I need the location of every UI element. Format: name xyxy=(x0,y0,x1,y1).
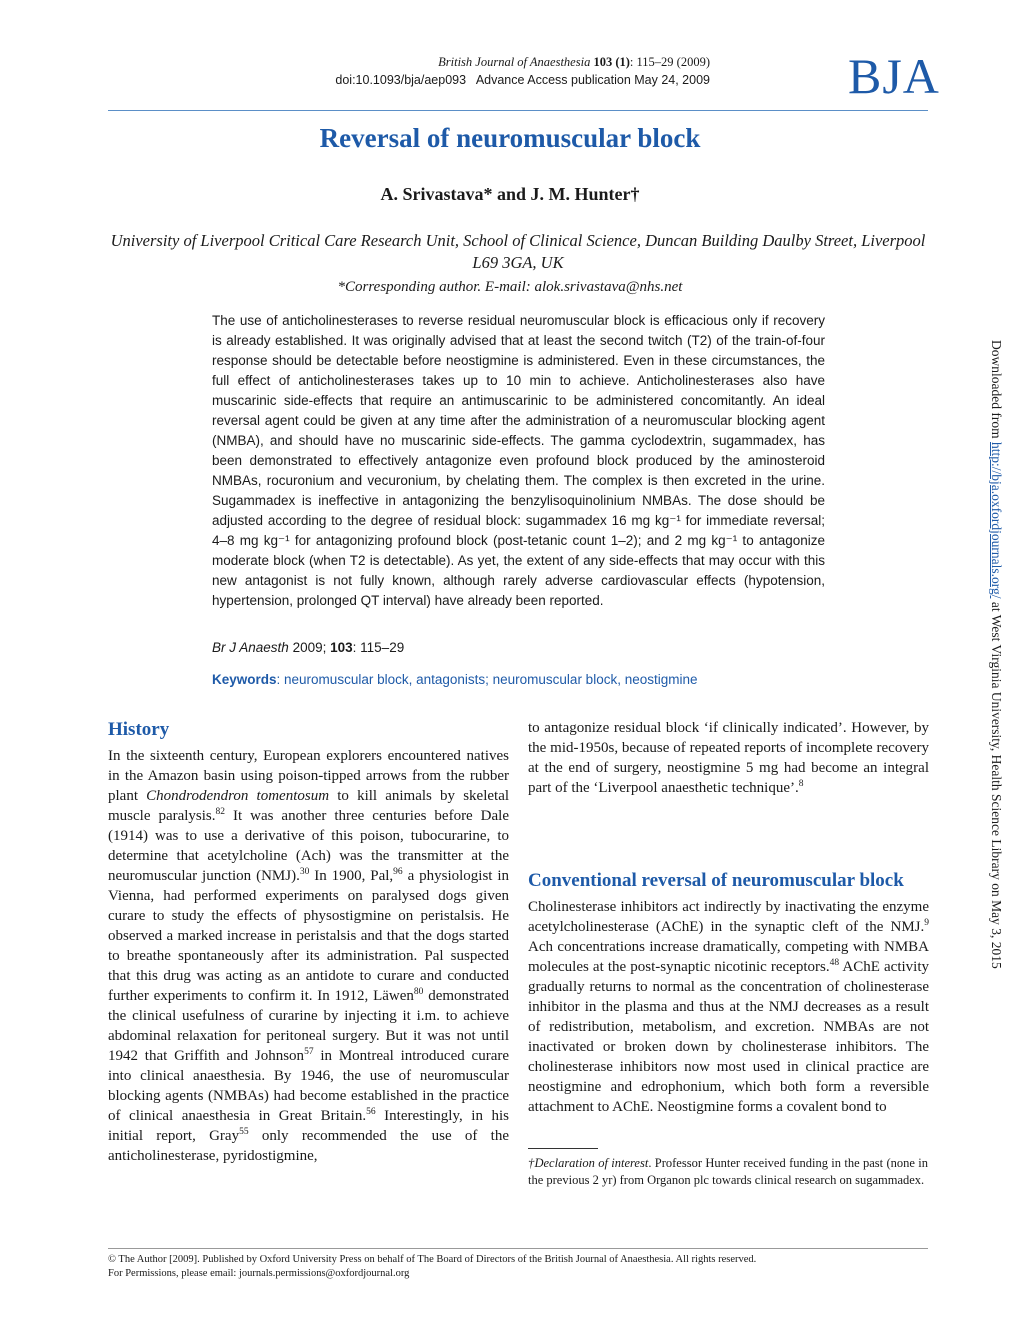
ref-9[interactable]: 9 xyxy=(924,918,929,928)
footnote-label: †Declaration of interest xyxy=(528,1156,649,1170)
doi[interactable]: doi:10.1093/bja/aep093 xyxy=(335,73,467,87)
advance-access: Advance Access publication May 24, 2009 xyxy=(475,73,710,87)
ref-8[interactable]: 8 xyxy=(798,779,804,789)
citation-volume: 103 xyxy=(330,640,353,655)
declaration-footnote: †Declaration of interest. Professor Hunter received funding in the past (none in the previous 2 yr) from Organon plc towards clinical research on sugammadex. xyxy=(528,1156,928,1187)
article-citation xyxy=(212,640,404,655)
ref-57[interactable]: 57 xyxy=(304,1047,314,1057)
ref-55[interactable]: 55 xyxy=(239,1127,249,1137)
conventional-paragraph: Cholinesterase inhibitors act indirectly by inactivating the enzyme acetylcholinesterase (AChE) in the synaptic cleft of the NMJ.$^9$ Ach concentrations increase dramatically, competing with NMBA molecules at the post-synaptic nicotinic receptors.$^{48}$ AChE activity gradually returns to normal as the concentration of cholinesterase inhibitor in the plasma and thus at the NMJ decreases as a result of redistribution, metabolism, and excretion. NMBAs are not inactivated or broken down by cholinesterase inhibitors. The cholinesterase inhibitors now most used in clinical practice are neostigmine and edrophonium, which both form a reversible attachment to AChE. Neostigmine forms a covalent bond to xyxy=(528,899,929,1115)
copyright xyxy=(108,1253,756,1281)
citation-year: 2009; xyxy=(292,640,327,655)
footer-rule xyxy=(108,1248,928,1249)
ref-80[interactable]: 80 xyxy=(413,987,424,997)
download-watermark: Downloaded from http://bja.oxfordjournals.org/ at West Virginia University, Health Science Library on May 3, 2015 xyxy=(989,340,1004,969)
ref-82[interactable]: 82 xyxy=(215,807,226,817)
history-continuation: to antagonize residual block ‘if clinically indicated’. However, by the mid-1950s, because of repeated reports of incomplete recovery at the end of surgery, neostigmine 5 mg had become an integral part of the ‘Liverpool anaesthetic technique’.$^8$ xyxy=(528,720,929,796)
ref-56[interactable]: 56 xyxy=(366,1107,376,1117)
keywords xyxy=(212,672,698,687)
article-title: Reversal of neuromuscular block xyxy=(319,123,701,153)
section-heading-conventional: Conventional reversal of neuromuscular block xyxy=(528,870,904,891)
citation-journal: Br J Anaesth xyxy=(212,640,289,655)
copyright-line: © The Author [2009]. Published by Oxford University Press on behalf of The Board of Directors of the British Journal of Anaesthesia. All rights reserved. xyxy=(108,1254,757,1265)
permissions-line: For Permissions, please email: journals.permissions@oxfordjournal.org xyxy=(108,1268,410,1279)
abstract: The use of anticholinesterases to reverse residual neuromuscular block is efficacious only if recovery is already established. It was originally advised that at least the second twitch (T2) of the train-of-four response should be detectable before neostigmine is administered. Even in these circumstances, the full effect of anticholinesterases takes up to 10 min to achieve. Anticholinesterases also have muscarinic side-effects that require an antimuscarinic to be administered concomitantly. An ideal reversal agent could be given at any time after the administration of a neuromuscular blocking agent (NMBA), and should have no muscarinic side-effects. The gamma cyclodextrin, sugammadex, has been demonstrated to effectively antagonize even profound block produced by the aminosteroid NMBAs, rocuronium and vecuronium, by chelating them. The complex is then excreted in the urine. Sugammadex is ineffective in antagonizing the benzylisoquinolinium NMBAs. The dose should be adjusted according to the degree of residual block: sugammadex 16 mg kg⁻¹ for immediate reversal; 4–8 mg kg⁻¹ for antagonizing profound block (post-tetanic count 1–2); and 2 mg kg⁻¹ to antagonize moderate block (when T2 is detectable). As yet, the extent of any side-effects that may occur with this new antagonist is not fully known, although rarely adverse cardiovascular effects (hypotension, hypertension, prolonged QT interval) have already been reported. xyxy=(212,313,825,608)
bja-logo: BJA xyxy=(848,48,940,104)
keywords-list[interactable]: : neuromuscular block, antagonists; neuromuscular block, neostigmine xyxy=(276,672,698,687)
ref-30[interactable]: 30 xyxy=(299,867,310,877)
journal-citation xyxy=(320,53,710,71)
doi-line xyxy=(280,73,710,87)
affiliation: University of Liverpool Critical Care Research Unit, School of Clinical Science, Duncan Building Daulby Street, Liverpool L69 3GA, UK xyxy=(110,231,926,272)
ref-48[interactable]: 48 xyxy=(829,958,840,968)
journal-volume: 103 (1) xyxy=(593,55,630,69)
journal-name: British Journal of Anaesthesia xyxy=(438,55,591,69)
ref-96[interactable]: 96 xyxy=(393,867,403,877)
journal-link[interactable]: http://bja.oxfordjournals.org/ xyxy=(989,441,1004,599)
journal-pages: : 115–29 (2009) xyxy=(629,55,710,69)
section-heading-history: History xyxy=(108,719,170,740)
header-rule xyxy=(108,110,928,111)
corresponding-author: *Corresponding author. E-mail: alok.srivastava@nhs.net xyxy=(337,279,683,295)
citation-pages: : 115–29 xyxy=(352,640,405,655)
history-paragraph: In the sixteenth century, European explorers encountered natives in the Amazon basin using poison-tipped arrows from the rubber plant Chondrodendron tomentosum to kill animals by skeletal muscle paralysis.$^{82}$ It was another three centuries before Dale (1914) was to use a derivative of this poison, tubocurarine, to determine that acetylcholine (Ach) was the transmitter at the neuromuscular junction (NMJ).$^{30}$ In 1900, Pal,$^{96}$ a physiologist in Vienna, had performed experiments on paralysed dogs given curare to study the effects of physostigmine on peristalsis. He observed a marked increase in peristalsis and that the dogs started to breathe spontaneously after its administration. Pal suspected that this drug was acting as an antidote to curare and conducted further experiments to confirm it. In 1912, Läwen$^{80}$ demonstrated the clinical usefulness of curarine by injecting it i.m. to achieve abdominal relaxation for peritoneal surgery. But it was not until 1942 that Griffith and Johnson$^{57}$ in Montreal introduced curare into clinical anaesthesia. By 1946, the use of neuromuscular blocking agents (NMBAs) had become established in the practice of clinical anaesthesia in Great Britain.$^{56}$ Interestingly, in his initial report, Gray$^{55}$ only recommended the use of the anticholinesterase, pyridostigmine, xyxy=(108,748,510,1164)
footnote-rule xyxy=(528,1148,598,1149)
authors: A. Srivastava* and J. M. Hunter† xyxy=(380,184,640,204)
keywords-label: Keywords xyxy=(212,672,277,687)
species-name: Chondrodendron tomentosum xyxy=(146,788,330,804)
